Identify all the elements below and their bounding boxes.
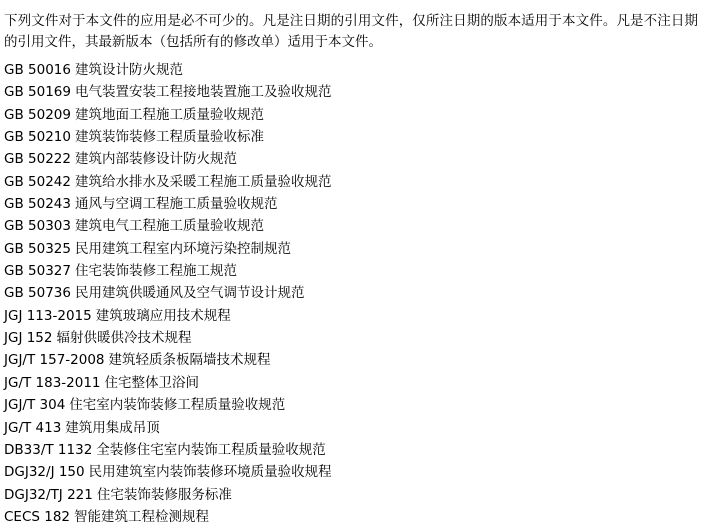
standard-title: 建筑电气工程施工质量验收规范 — [74, 218, 264, 235]
standard-code: JGJ 152 — [4, 330, 53, 347]
standard-title: 建筑轻质条板隔墙技术规程 — [108, 352, 271, 369]
list-item — [4, 439, 698, 461]
standard-title: 辐射供暖供冷技术规程 — [56, 330, 192, 347]
list-item — [4, 171, 698, 193]
standard-code: CECS 182 — [4, 508, 71, 525]
list-item — [4, 260, 698, 282]
list-item — [4, 305, 698, 327]
list-item — [4, 148, 698, 170]
list-item — [4, 104, 698, 126]
list-item — [4, 394, 698, 416]
standard-code: GB 50243 — [4, 196, 71, 213]
standard-title: 住宅装饰装修服务标准 — [96, 486, 232, 503]
list-item — [4, 349, 698, 371]
standards-list — [4, 59, 698, 528]
list-item — [4, 327, 698, 349]
intro-paragraph: 下列文件对于本文件的应用是必不可少的。凡是注日期的引用文件，仅所注日期的版本适用于本文件。凡是不注日期的引用文件，其最新版本（包括所有的修改单）适用于本文件。 — [4, 13, 698, 50]
list-item — [4, 59, 698, 81]
standard-title: 建筑用集成吊顶 — [65, 419, 160, 436]
standard-title: 民用建筑供暖通风及空气调节设计规范 — [74, 285, 305, 302]
standard-code: GB 50209 — [4, 106, 71, 123]
standard-title: 住宅装饰装修工程施工规范 — [74, 263, 237, 280]
list-item — [4, 238, 698, 260]
standard-title: 住宅整体卫浴间 — [104, 374, 200, 391]
standard-code: DGJ32/TJ 221 — [4, 486, 93, 503]
standard-code: JG/T 183-2011 — [4, 374, 101, 391]
standard-code: GB 50222 — [4, 151, 71, 168]
standard-title: 建筑地面工程施工质量验收规范 — [74, 106, 264, 123]
standard-code: GB 50210 — [4, 129, 71, 146]
standard-code: GB 50327 — [4, 263, 71, 280]
list-item — [4, 461, 698, 483]
list-item — [4, 81, 698, 103]
standard-code: GB 50169 — [4, 84, 71, 101]
standard-title: 通风与空调工程施工质量验收规范 — [74, 196, 278, 213]
standard-title: 建筑给水排水及采暖工程施工质量验收规范 — [74, 173, 332, 190]
standard-code: JG/T 413 — [4, 419, 62, 436]
standard-code: JGJ/T 304 — [4, 397, 66, 414]
list-item — [4, 215, 698, 237]
standard-code: GB 50325 — [4, 240, 71, 257]
standard-title: 建筑设计防火规范 — [74, 62, 183, 78]
list-item — [4, 193, 698, 215]
standard-title: 建筑内部装修设计防火规范 — [74, 151, 237, 168]
list-item — [4, 484, 698, 506]
list-item — [4, 506, 698, 528]
standard-title: 智能建筑工程检测规程 — [74, 508, 210, 525]
standard-title: 全装修住宅室内装饰工程质量验收规范 — [96, 441, 326, 458]
standard-title: 住宅室内装饰装修工程质量验收规范 — [69, 397, 286, 414]
standard-code: GB 50016 — [4, 62, 71, 78]
standard-code: GB 50303 — [4, 218, 71, 235]
standard-title: 建筑玻璃应用技术规程 — [95, 307, 231, 324]
list-item — [4, 126, 698, 148]
list-item — [4, 282, 698, 304]
standard-code: JGJ 113-2015 — [4, 307, 92, 324]
list-item — [4, 372, 698, 394]
standard-title: 建筑装饰装修工程质量验收标准 — [74, 129, 264, 146]
standard-code: GB 50242 — [4, 173, 71, 190]
standard-title: 电气装置安装工程接地装置施工及验收规范 — [74, 84, 332, 101]
standard-code: JGJ/T 157-2008 — [4, 352, 105, 369]
standard-code: GB 50736 — [4, 285, 71, 302]
standard-title: 民用建筑工程室内环境污染控制规范 — [74, 240, 291, 257]
standard-title: 民用建筑室内装饰装修环境质量验收规程 — [88, 464, 332, 481]
standard-code: DB33/T 1132 — [4, 441, 93, 458]
list-item — [4, 417, 698, 439]
standard-code: DGJ32/J 150 — [4, 464, 85, 481]
